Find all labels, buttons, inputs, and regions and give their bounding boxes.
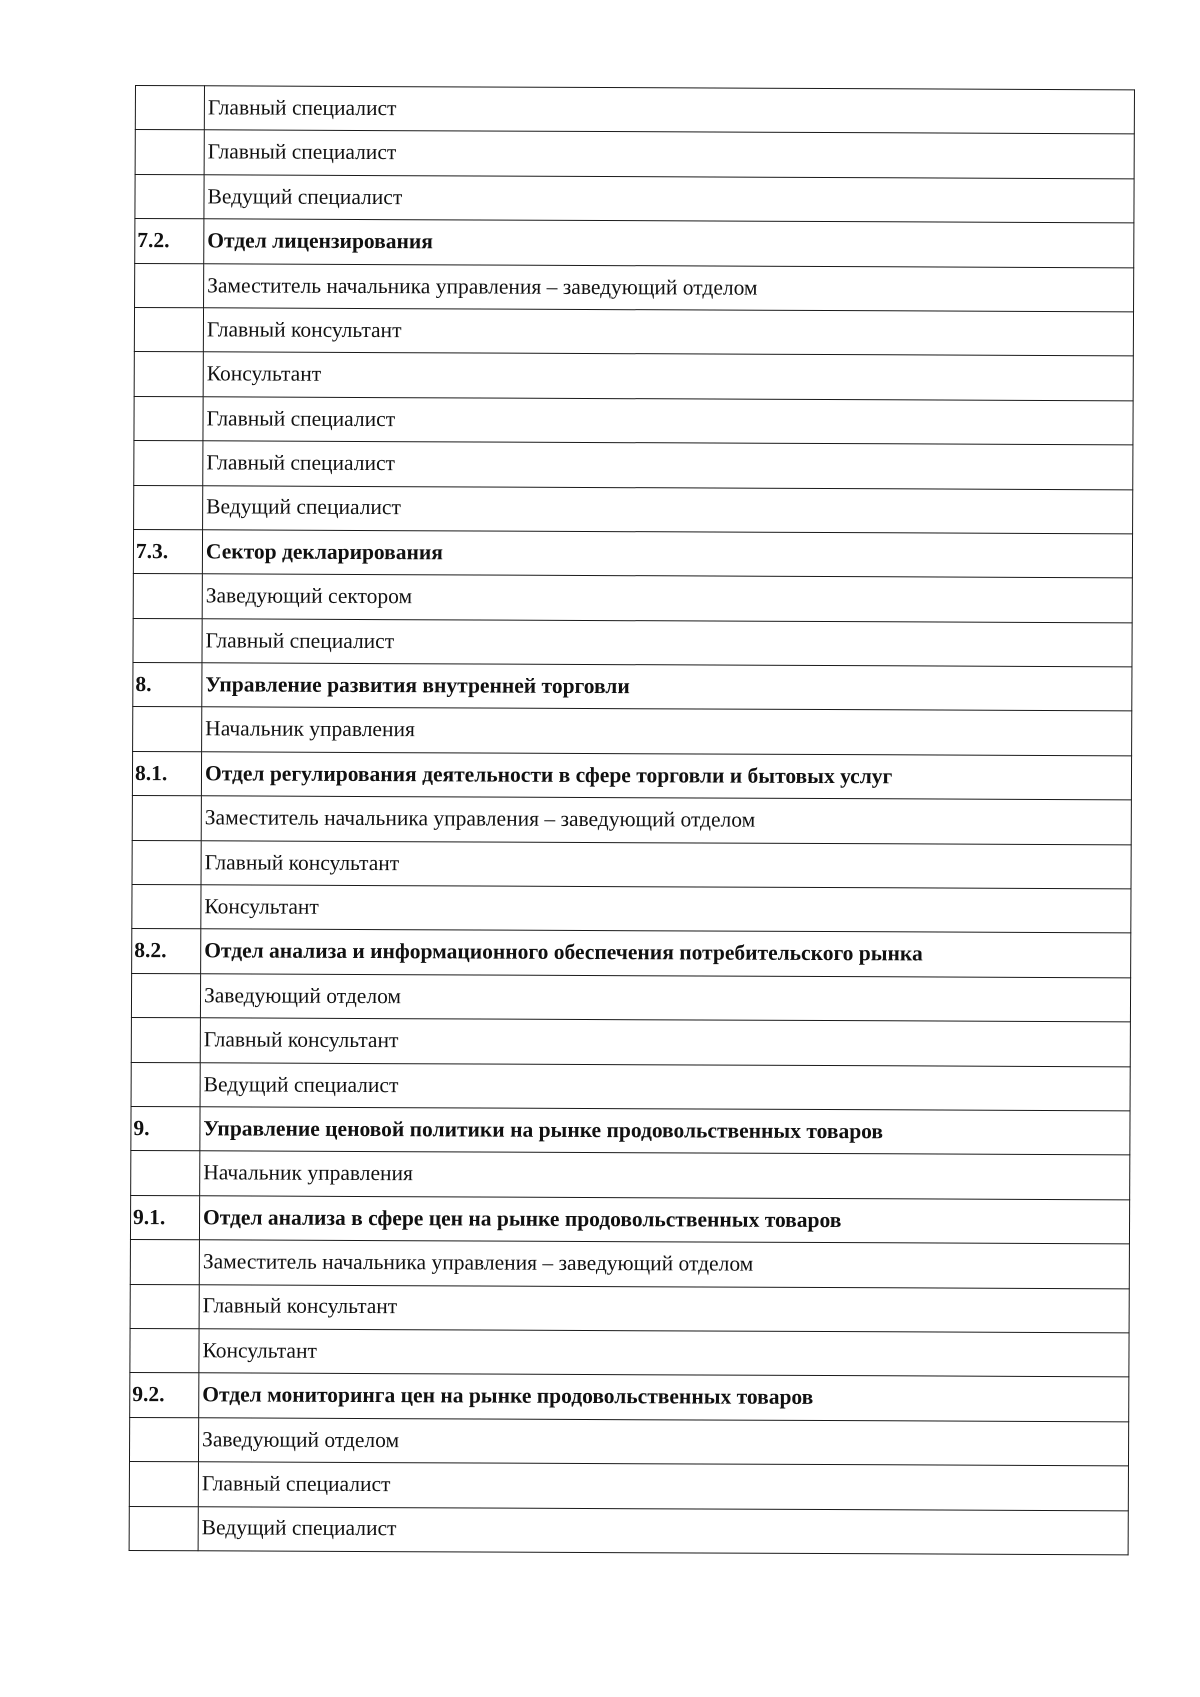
row-number-cell: 8.2. (132, 929, 201, 974)
position-row (129, 1462, 1128, 1511)
position-row (135, 174, 1134, 223)
row-number-cell (134, 307, 203, 352)
position-row (129, 1417, 1128, 1466)
position-row (134, 485, 1133, 534)
position-row (131, 1062, 1130, 1111)
section-row (132, 929, 1131, 978)
position-row (135, 130, 1134, 179)
position-row (130, 1240, 1129, 1289)
position-title-cell: Ведущий специалист (203, 485, 1133, 533)
row-number-cell (134, 352, 203, 397)
position-title-cell: Ведущий специалист (200, 1062, 1130, 1110)
row-number-cell: 7.2. (135, 219, 204, 264)
row-number-cell (130, 1284, 199, 1329)
position-title-cell: Главный специалист (203, 397, 1133, 445)
row-number-cell (132, 885, 201, 930)
row-number-cell (133, 707, 202, 752)
row-number-cell (131, 1018, 200, 1063)
position-title-cell: Заместитель начальника управления – заведующий отделом (201, 796, 1131, 844)
row-number-cell (129, 1462, 198, 1507)
position-row (134, 441, 1133, 490)
position-title-cell: Главный консультант (201, 840, 1131, 888)
row-number-cell (135, 130, 204, 175)
position-title-cell: Ведущий специалист (198, 1506, 1128, 1554)
section-row (133, 663, 1132, 712)
row-number-cell (131, 1062, 200, 1107)
position-title-cell: Консультант (199, 1329, 1129, 1377)
row-number-cell (130, 1328, 199, 1373)
row-number-cell: 9. (131, 1106, 200, 1151)
row-number-cell (129, 1417, 198, 1462)
position-row (135, 86, 1134, 135)
section-row (135, 219, 1134, 268)
row-number-cell (134, 396, 203, 441)
position-title-cell: Заведующий сектором (202, 574, 1132, 622)
position-row (132, 885, 1131, 934)
row-number-cell (131, 1151, 200, 1196)
row-number-cell (130, 1240, 199, 1285)
position-title-cell: Заведующий отделом (198, 1418, 1128, 1466)
section-title-cell: Сектор декларирования (202, 530, 1132, 578)
row-number-cell: 9.2. (130, 1373, 199, 1418)
row-number-cell (135, 86, 204, 131)
staff-table (129, 85, 1135, 1555)
position-title-cell: Начальник управления (200, 1151, 1130, 1199)
position-row (132, 796, 1131, 845)
position-row (131, 1151, 1130, 1200)
position-row (132, 840, 1131, 889)
row-number-cell (134, 485, 203, 530)
row-number-cell (133, 574, 202, 619)
position-row (134, 396, 1133, 445)
row-number-cell: 9.1. (130, 1195, 199, 1240)
position-title-cell: Главный консультант (199, 1284, 1129, 1332)
position-title-cell: Ведущий специалист (204, 175, 1134, 223)
section-title-cell: Отдел регулирования деятельности в сфере торговли и бытовых услуг (201, 752, 1131, 800)
position-title-cell: Главный специалист (204, 86, 1134, 134)
position-title-cell: Главный специалист (203, 441, 1133, 489)
position-title-cell: Заместитель начальника управления – заведующий отделом (199, 1240, 1129, 1288)
row-number-cell (132, 796, 201, 841)
position-title-cell: Главный консультант (203, 308, 1133, 356)
position-row (133, 707, 1132, 756)
section-row (133, 529, 1132, 578)
section-row (132, 751, 1131, 800)
position-row (131, 973, 1130, 1022)
row-number-cell: 8.1. (132, 751, 201, 796)
row-number-cell (129, 1506, 198, 1551)
position-row (134, 352, 1133, 401)
row-number-cell (133, 618, 202, 663)
row-number-cell (131, 973, 200, 1018)
position-row (130, 1284, 1129, 1333)
staff-table-body (129, 86, 1134, 1555)
position-row (130, 1328, 1129, 1377)
section-row (130, 1373, 1129, 1422)
position-title-cell: Консультант (203, 352, 1133, 400)
position-title-cell: Консультант (201, 885, 1131, 933)
staff-table-container (129, 85, 1135, 1555)
section-row (130, 1195, 1129, 1244)
row-number-cell: 8. (133, 663, 202, 708)
row-number-cell (134, 441, 203, 486)
row-number-cell: 7.3. (133, 529, 202, 574)
position-row (134, 307, 1133, 356)
section-title-cell: Отдел анализа в сфере цен на рынке продовольственных товаров (199, 1196, 1129, 1244)
row-number-cell (132, 840, 201, 885)
section-title-cell: Отдел анализа и информационного обеспечения потребительского рынка (201, 929, 1131, 977)
position-row (135, 263, 1134, 312)
position-title-cell: Заместитель начальника управления – заведующий отделом (204, 263, 1134, 311)
position-title-cell: Главный специалист (204, 130, 1134, 178)
position-title-cell: Главный специалист (202, 618, 1132, 666)
position-row (133, 618, 1132, 667)
section-title-cell: Отдел лицензирования (204, 219, 1134, 267)
section-row (131, 1106, 1130, 1155)
position-title-cell: Начальник управления (202, 707, 1132, 755)
position-title-cell: Главный консультант (200, 1018, 1130, 1066)
position-title-cell: Главный специалист (198, 1462, 1128, 1510)
section-title-cell: Отдел мониторинга цен на рынке продовольственных товаров (199, 1373, 1129, 1421)
section-title-cell: Управление ценовой политики на рынке продовольственных товаров (200, 1107, 1130, 1155)
row-number-cell (135, 263, 204, 308)
position-row (133, 574, 1132, 623)
position-row (131, 1018, 1130, 1067)
row-number-cell (135, 174, 204, 219)
position-title-cell: Заведующий отделом (200, 974, 1130, 1022)
position-row (129, 1506, 1128, 1555)
section-title-cell: Управление развития внутренней торговли (202, 663, 1132, 711)
